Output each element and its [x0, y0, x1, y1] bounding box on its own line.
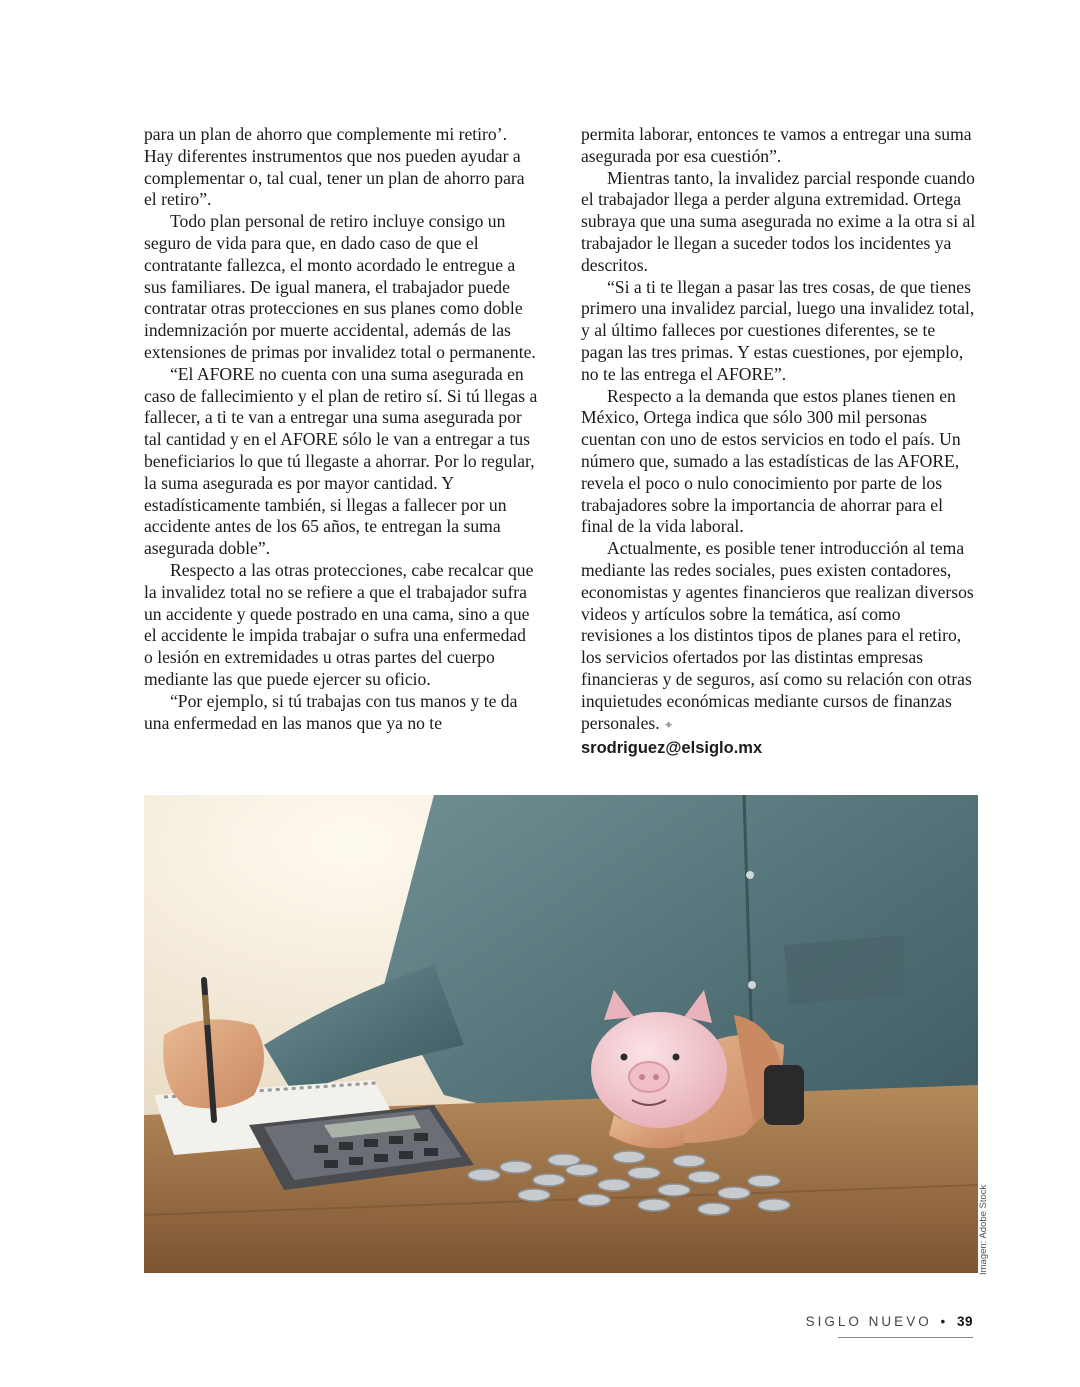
- piggy-bank-photo-illustration: [144, 795, 978, 1273]
- page-number: 39: [956, 1314, 973, 1329]
- article-column-left: [144, 124, 539, 734]
- article-column-right: [581, 124, 976, 760]
- paragraph-text: Actualmente, es posible tener introducción al tema mediante las redes sociales, pues existen contadores, economistas y agentes financieros que realizan diversos videos y artículos sobre la temática, así como revisiones a los distintos tipos de planes para el retiro, los servicios ofertados por las distintas empresas financieras y de seguros, así como su relación con otras inquietudes económicas mediante cursos de finanzas personales.: [581, 538, 974, 733]
- paragraph: “El AFORE no cuenta con una suma asegurada en caso de fallecimiento y el plan de retiro sí. Si tú llegas a fallecer, a ti te van a entregar una suma asegurada por tal cantidad y en el AFORE sólo le van a entregar a tus beneficiarios lo que tú llegaste a ahorrar. Por lo regular, la suma asegurada es por mayor cantidad. Y estadísticamente también, si llegas a fallecer por un accidente antes de los 65 años, te entregan la suma asegurada doble”.: [144, 363, 538, 559]
- page-footer: [806, 1314, 973, 1329]
- separator-icon: •: [940, 1314, 949, 1329]
- paragraph-final: [581, 538, 976, 736]
- paragraph: “Por ejemplo, si tú trabajas con tus manos y te da una enfermedad en las manos que ya no te: [144, 690, 518, 733]
- photo-credit: Imagen: Adobe Stock: [978, 1184, 989, 1275]
- author-email[interactable]: srodriguez@elsiglo.mx: [581, 739, 763, 758]
- paragraph: “Si a ti te llegan a pasar las tres cosas, de que tienes primero una invalidez parcial, luego una invalidez total, y al último falleces por cuestiones diferentes, se te pagan las tres primas. Y estas cuestiones, por ejemplo, no te las entrega el AFORE”.: [581, 276, 975, 384]
- paragraph: Mientras tanto, la invalidez parcial responde cuando el trabajador llega a perder alguna extremidad. Ortega subraya que una suma asegurada no exime a la otra si al trabajador le llegan a suceder todos los incidentes ya descritos.: [581, 167, 976, 275]
- footer-divider: [838, 1337, 973, 1338]
- publication-name: SIGLO NUEVO: [805, 1314, 932, 1329]
- paragraph: Respecto a la demanda que estos planes tienen en México, Ortega indica que sólo 300 mil personas cuentan con uno de estos servicios en todo el país. Un número que, sumado a las estadísticas de las AFORE, revela el poco o nulo conocimiento por parte de los trabajadores sobre la importancia de ahorrar para el final de la vida laboral.: [581, 385, 961, 537]
- paragraph: Todo plan personal de retiro incluye consigo un seguro de vida para que, en dado caso de que el contratante fallezca, el monto acordado le entregue a sus familiares. De igual manera, el trabajador puede contratar otras protecciones en sus planes como doble indemnización por muerte accidental, además de las extensiones de primas por invalidez total o permanente.: [144, 211, 536, 362]
- paragraph: Respecto a las otras protecciones, cabe recalcar que la invalidez total no se refiere a que el trabajador sufra un accidente y quede postrado en una cama, sino a que el accidente le impida trabajar o sufra una enfermedad o lesión en extremidades u otras partes del cuerpo mediante las que puede ejercer su oficio.: [144, 559, 534, 689]
- end-mark-icon: ✦: [663, 717, 674, 732]
- paragraph: para un plan de ahorro que complemente mi retiro’. Hay diferentes instrumentos que nos pueden ayudar a complementar o, tal cual, tener un plan de ahorro para el retiro”.: [144, 124, 525, 210]
- article-photo: [144, 795, 978, 1273]
- paragraph: permita laborar, entonces te vamos a entregar una suma asegurada por esa cuestión”.: [581, 124, 972, 166]
